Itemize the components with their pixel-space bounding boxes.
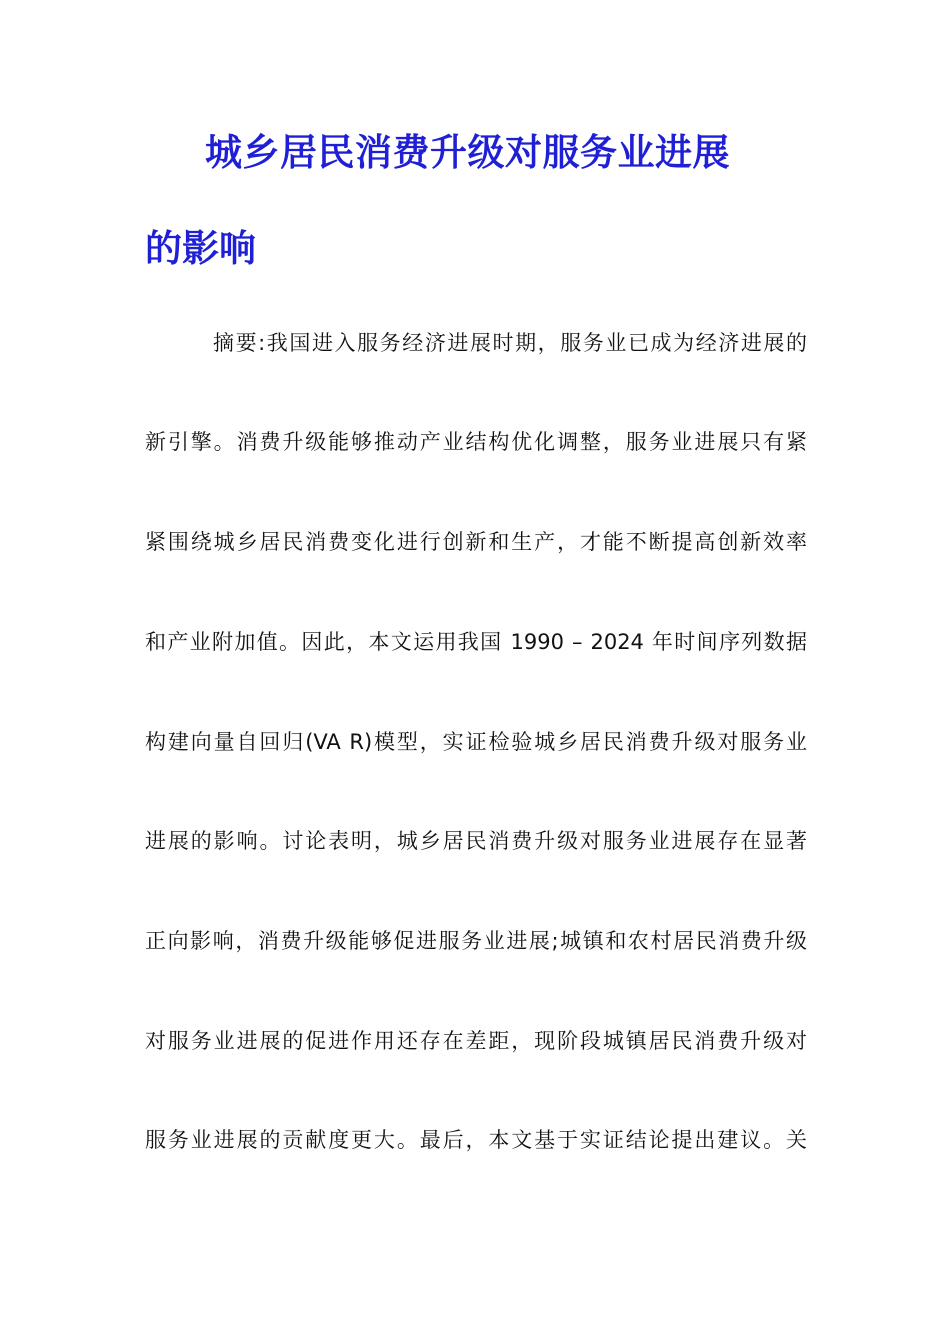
abstract-line-4: 和产业附加值。因此，本文运用我国 1990 – 2024 年时间序列数据 [145, 630, 807, 654]
abstract-line-3: 紧围绕城乡居民消费变化进行创新和生产，才能不断提高创新效率 [145, 530, 807, 554]
abstract-line-7: 正向影响，消费升级能够促进服务业进展;城镇和农村居民消费升级 [145, 929, 807, 953]
document-title-line-1: 城乡居民消费升级对服务业进展 [205, 131, 730, 174]
abstract-line-9: 服务业进展的贡献度更大。最后，本文基于实证结论提出建议。关 [145, 1128, 807, 1152]
abstract-line-6: 进展的影响。讨论表明，城乡居民消费升级对服务业进展存在显著 [145, 829, 807, 853]
document-title-line-2: 的影响 [145, 227, 256, 270]
abstract-line-8: 对服务业进展的促进作用还存在差距，现阶段城镇居民消费升级对 [145, 1029, 807, 1053]
abstract-line-1: 摘要:我国进入服务经济进展时期，服务业已成为经济进展的 [213, 331, 807, 355]
abstract-line-2: 新引擎。消费升级能够推动产业结构优化调整，服务业进展只有紧 [145, 430, 807, 454]
abstract-line-5: 构建向量自回归(VA R)模型，实证检验城乡居民消费升级对服务业 [145, 730, 807, 754]
